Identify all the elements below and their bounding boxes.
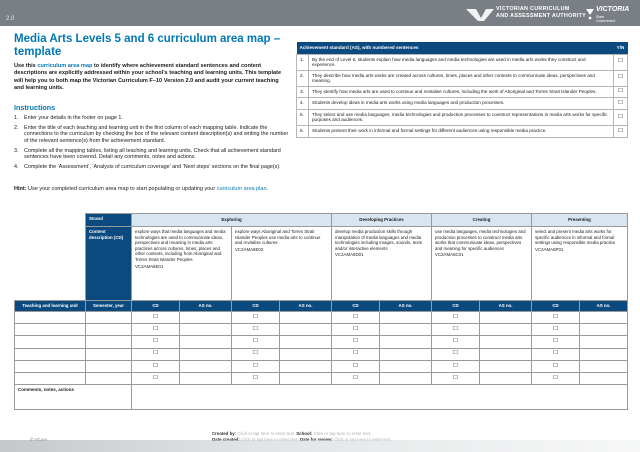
table-row xyxy=(15,372,628,384)
as-number-cell[interactable] xyxy=(580,348,628,360)
intro-paragraph: Use this curriculum area map to identify where achievement standard sentences and content descriptions are explicitly addressed within your school’s teaching and learning units. This template will help you to both map the Victorian Curriculum F–10 Version 2.0 and audit your current teaching and learning units. xyxy=(14,63,282,92)
notes-row xyxy=(15,385,628,410)
as-number-cell[interactable] xyxy=(580,312,628,324)
cd-checkbox[interactable]: ☐ xyxy=(332,372,380,384)
yn-checkbox[interactable]: ☐ xyxy=(614,54,628,70)
cd-checkbox[interactable]: ☐ xyxy=(532,372,580,384)
as-number-cell[interactable] xyxy=(380,324,432,336)
table-row xyxy=(15,324,628,336)
col-cd-header: CD xyxy=(432,301,480,312)
cd-checkbox[interactable]: ☐ xyxy=(532,312,580,324)
hint-text: Hint: Use your completed curriculum area map to start populating or updating your curriculum area plan. xyxy=(14,186,269,192)
table-row xyxy=(15,336,628,348)
yn-checkbox[interactable]: ☐ xyxy=(614,86,628,98)
cd-checkbox[interactable]: ☐ xyxy=(432,372,480,384)
cd-checkbox[interactable]: ☐ xyxy=(332,336,380,348)
curriculum-area-map-link[interactable]: curriculum area map xyxy=(37,63,93,69)
cd-checkbox[interactable]: ☐ xyxy=(532,348,580,360)
as-number-cell[interactable] xyxy=(480,324,532,336)
footer-details: Created by: Click or tap here to enter text. School: Click or tap here to enter text. xyxy=(212,431,392,443)
table-row: 1. By the end of Level 6, students explain how media languages and media technologies are used in media arts works they construct and experience. ☐ xyxy=(297,54,628,70)
as-number-cell[interactable] xyxy=(480,348,532,360)
as-number-cell[interactable] xyxy=(280,336,332,348)
cd-checkbox[interactable]: ☐ xyxy=(132,348,180,360)
victoria-logo-text: VICTORIA xyxy=(596,6,630,13)
yn-header: Y/N xyxy=(614,42,628,54)
curriculum-area-plan-link[interactable]: curriculum area plan xyxy=(216,186,267,192)
strand-label: Strand xyxy=(86,214,132,227)
semester-cell[interactable] xyxy=(86,348,132,360)
table-row: 2. They describe how media arts works are created across cultures, times, places and other contexts to communicate ideas, perspectives and meaning. ☐ xyxy=(297,70,628,86)
cd-checkbox[interactable]: ☐ xyxy=(132,336,180,348)
achievement-standard-table xyxy=(296,42,628,138)
achievement-standard-header: Achievement standard (AS), with numbered sentences xyxy=(297,42,614,54)
as-number-cell[interactable] xyxy=(580,324,628,336)
cd-checkbox[interactable]: ☐ xyxy=(232,348,280,360)
notes-label: Comments, notes, actions xyxy=(15,385,132,410)
strand-row xyxy=(15,214,628,227)
footer-band xyxy=(0,440,640,452)
notes-input[interactable] xyxy=(132,385,628,410)
as-number-cell[interactable] xyxy=(380,360,432,372)
cd-checkbox[interactable]: ☐ xyxy=(232,312,280,324)
cd-checkbox[interactable]: ☐ xyxy=(132,312,180,324)
unit-cell[interactable] xyxy=(15,372,86,384)
vcaa-logo-text: VICTORIAN CURRICULUM AND ASSESSMENT AUTHORITY xyxy=(496,6,587,19)
col-cd-header: CD xyxy=(232,301,280,312)
cd-checkbox[interactable]: ☐ xyxy=(432,360,480,372)
col-cd-header: CD xyxy=(332,301,380,312)
instruction-step: 3. Complete all the mapping tables, listing all teaching and learning units. Check that all achievement standard sentences have been covered. Detail any comments, notes and actions. xyxy=(14,147,281,161)
cd-checkbox[interactable]: ☐ xyxy=(132,372,180,384)
cd-checkbox[interactable]: ☐ xyxy=(132,324,180,336)
cd-checkbox[interactable]: ☐ xyxy=(332,348,380,360)
as-number-cell[interactable] xyxy=(480,360,532,372)
table-row: 6. Students present their work in informal and formal settings for different audiences using responsible media practice. ☐ xyxy=(297,126,628,138)
instruction-step: 2. Enter the title of each teaching and learning unit in the first column of each mapping table. Indicate the connections to the curriculum by checking the box of the relevant content description(s) and writing the number of the relevant sentence(s) from the achievement standard. xyxy=(14,124,289,144)
as-number-cell[interactable] xyxy=(580,372,628,384)
yn-checkbox[interactable]: ☐ xyxy=(614,126,628,138)
table-row xyxy=(15,360,628,372)
strand-developing-practices: Developing Practices xyxy=(332,214,432,227)
as-number-cell[interactable] xyxy=(280,324,332,336)
semester-cell[interactable] xyxy=(86,372,132,384)
unit-cell[interactable] xyxy=(15,360,86,372)
strand-presenting: Presenting xyxy=(532,214,628,227)
content-description-row xyxy=(15,227,628,301)
curriculum-mapping-table xyxy=(14,213,628,410)
mapping-column-headers xyxy=(15,301,628,312)
as-number-cell[interactable] xyxy=(280,348,332,360)
content-description: select and present media arts works for specific audiences in informal and formal settings using responsible media practice VC2AMA6P01 xyxy=(532,227,628,301)
as-number-cell[interactable] xyxy=(180,348,232,360)
as-number-cell[interactable] xyxy=(480,372,532,384)
unit-cell[interactable] xyxy=(15,336,86,348)
cd-checkbox[interactable]: ☐ xyxy=(132,360,180,372)
col-unit-header: Teaching and learning unit xyxy=(15,301,86,312)
cd-checkbox[interactable]: ☐ xyxy=(432,336,480,348)
unit-cell[interactable] xyxy=(15,324,86,336)
as-number-cell[interactable] xyxy=(380,312,432,324)
col-cd-header: CD xyxy=(532,301,580,312)
table-row xyxy=(15,312,628,324)
semester-cell[interactable] xyxy=(86,336,132,348)
cd-checkbox[interactable]: ☐ xyxy=(232,336,280,348)
content-description: develop media production skills through manipulation of media languages and media technologies including images, sounds, texts and/or interactive elements VC2AMA6D01 xyxy=(332,227,432,301)
victoria-logo-subtext: State Government xyxy=(596,15,616,23)
col-as-header: AS no. xyxy=(180,301,232,312)
col-semester-header: Semester, year xyxy=(86,301,132,312)
as-number-cell[interactable] xyxy=(480,336,532,348)
content-description: use media languages, media technologies and production processes to construct media arts works that communicate ideas, perspectives and meaning for specific audiences VC2AMA6C01 xyxy=(432,227,532,301)
col-as-header: AS no. xyxy=(280,301,332,312)
as-number-cell[interactable] xyxy=(180,360,232,372)
instructions-heading: Instructions xyxy=(14,103,56,112)
strand-creating: Creating xyxy=(432,214,532,227)
instructions-list xyxy=(14,115,290,174)
strand-exploring: Exploring xyxy=(132,214,332,227)
table-row: 3. They identify how media arts are used to continue and revitalise cultures, including the work of Aboriginal and Torres Strait Islander Peoples. ☐ xyxy=(297,86,628,98)
cd-checkbox[interactable]: ☐ xyxy=(232,324,280,336)
content-description: explore ways Aboriginal and Torres Strait Islander Peoples use media arts to continue and revitalise cultures VC2AMA6E02 xyxy=(232,227,332,301)
cd-checkbox[interactable]: ☐ xyxy=(532,360,580,372)
as-number-cell[interactable] xyxy=(380,336,432,348)
cd-checkbox[interactable]: ☐ xyxy=(332,360,380,372)
col-as-header: AS no. xyxy=(580,301,628,312)
unit-cell[interactable] xyxy=(15,348,86,360)
as-number-cell[interactable] xyxy=(280,372,332,384)
cd-checkbox[interactable]: ☐ xyxy=(432,324,480,336)
as-number-cell[interactable] xyxy=(180,324,232,336)
as-number-cell[interactable] xyxy=(580,336,628,348)
as-number-cell[interactable] xyxy=(380,372,432,384)
col-cd-header: CD xyxy=(132,301,180,312)
version-label: 2.0 xyxy=(6,16,15,22)
cd-checkbox[interactable]: ☐ xyxy=(432,312,480,324)
content-description: explore ways that media languages and media technologies are used to communicate ideas, perspectives and meaning in media arts practices across cultures, times, places and other contexts, including from Aboriginal and Torres Strait Islander Peoples VC2AMA6E01 xyxy=(132,227,232,301)
content-description-label: Content description (CD) xyxy=(86,227,132,301)
as-number-cell[interactable] xyxy=(180,372,232,384)
cd-checkbox[interactable]: ☐ xyxy=(232,372,280,384)
as-number-cell[interactable] xyxy=(180,336,232,348)
as-number-cell[interactable] xyxy=(380,348,432,360)
as-number-cell[interactable] xyxy=(180,312,232,324)
header-banner xyxy=(0,0,640,26)
semester-cell[interactable] xyxy=(86,360,132,372)
as-number-cell[interactable] xyxy=(280,312,332,324)
as-number-cell[interactable] xyxy=(580,360,628,372)
yn-checkbox[interactable]: ☐ xyxy=(614,109,628,125)
table-row: 5. They select and use media languages, media technologies and production processes to construct representations in media arts works for specific purposes and audiences. ☐ xyxy=(297,109,628,125)
cd-checkbox[interactable]: ☐ xyxy=(332,324,380,336)
table-row xyxy=(15,348,628,360)
cd-checkbox[interactable]: ☐ xyxy=(432,348,480,360)
created-by-field[interactable]: Click or tap here to enter text. xyxy=(237,431,295,436)
instruction-step: 1. Enter your details in the footer on page 1. xyxy=(14,115,123,121)
cd-checkbox[interactable]: ☐ xyxy=(532,336,580,348)
col-as-header: AS no. xyxy=(480,301,532,312)
cd-checkbox[interactable]: ☐ xyxy=(332,312,380,324)
unit-cell[interactable] xyxy=(15,312,86,324)
cd-checkbox[interactable]: ☐ xyxy=(232,360,280,372)
semester-cell[interactable] xyxy=(86,312,132,324)
page-title: Media Arts Levels 5 and 6 curriculum area map – template xyxy=(14,33,281,58)
yn-checkbox[interactable]: ☐ xyxy=(614,70,628,86)
as-number-cell[interactable] xyxy=(480,312,532,324)
yn-checkbox[interactable]: ☐ xyxy=(614,98,628,110)
col-as-header: AS no. xyxy=(380,301,432,312)
semester-cell[interactable] xyxy=(86,324,132,336)
as-number-cell[interactable] xyxy=(280,360,332,372)
instruction-step: 4. Complete the ‘Assessment’, ‘Analysis of curriculum coverage’ and ‘Next steps’ sections on the final page(s). xyxy=(14,164,281,171)
school-field[interactable]: Click or tap here to enter text. xyxy=(313,431,372,436)
table-row: 4. Students develop ideas in media arts works using media languages and production processes. ☐ xyxy=(297,98,628,110)
cd-checkbox[interactable]: ☐ xyxy=(532,324,580,336)
